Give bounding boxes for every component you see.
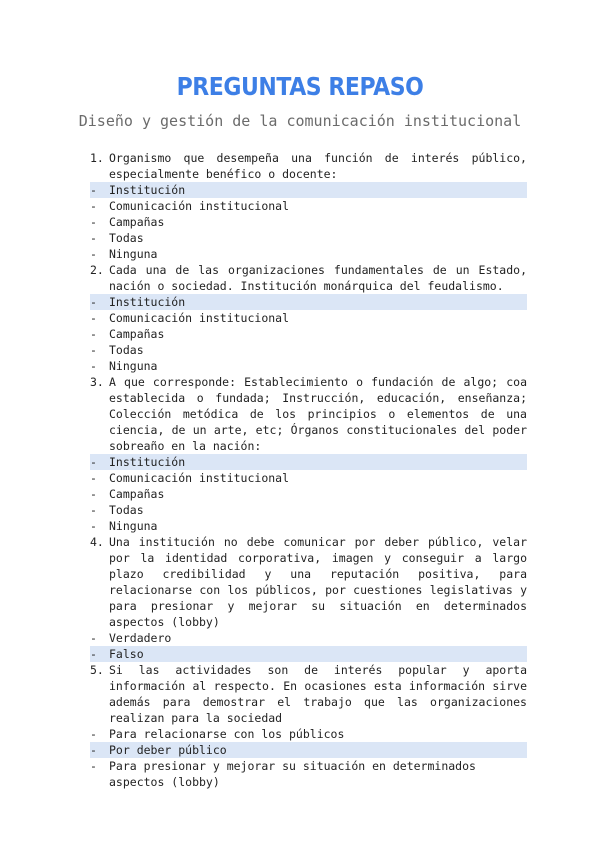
option-label: Para relacionarse con los públicos <box>109 727 345 741</box>
option-label: Todas <box>109 343 144 357</box>
dash-bullet: - <box>90 631 97 645</box>
answer-option <box>90 646 527 662</box>
option-label: Institución <box>109 295 186 309</box>
answer-option <box>90 742 527 758</box>
answer-option <box>90 326 527 342</box>
answer-option <box>90 310 527 326</box>
dash-bullet: - <box>90 343 97 357</box>
option-label: Ninguna <box>109 359 158 373</box>
question-number: 2. <box>90 263 104 277</box>
option-label: Campañas <box>109 327 165 341</box>
option-label: Falso <box>109 647 144 661</box>
question-number: 3. <box>90 375 104 389</box>
dash-bullet: - <box>90 743 97 757</box>
dash-bullet: - <box>90 359 97 373</box>
question-text: A que corresponde: Establecimiento o fundación de algo; coa establecida o fundada; Instrucción, educación, enseñanza; Colección metódica de los principios o elementos de una ciencia, de un arte, etc; Órganos constitucionales del poder sobreaño en la nación: <box>109 375 527 453</box>
option-label: Todas <box>109 231 144 245</box>
option-label: Campañas <box>109 487 165 501</box>
option-label: Verdadero <box>109 631 172 645</box>
dash-bullet: - <box>90 311 97 325</box>
answer-option <box>90 182 527 198</box>
dash-bullet: - <box>90 503 97 517</box>
question-5 <box>90 662 527 726</box>
page-subtitle: Diseño y gestión de la comunicación institucional <box>78 112 522 130</box>
dash-bullet: - <box>90 199 97 213</box>
question-3 <box>90 374 527 454</box>
answer-option <box>90 246 527 262</box>
answer-option <box>90 502 527 518</box>
question-text: Cada una de las organizaciones fundamentales de un Estado, nación o sociedad. Institución monárquica del feudalismo. <box>109 263 527 293</box>
answer-option <box>90 454 527 470</box>
dash-bullet: - <box>90 519 97 533</box>
answer-option <box>90 630 527 646</box>
question-text: Una institución no debe comunicar por deber público, velar por la identidad corporativa, imagen y conseguir a largo plazo credibilidad y una reputación positiva, para relacionarse con los públicos, por cuestiones legislativas y para presionar y mejorar su situación en determinados aspectos (lobby) <box>109 535 527 629</box>
dash-bullet: - <box>90 215 97 229</box>
answer-option <box>90 294 527 310</box>
dash-bullet: - <box>90 487 97 501</box>
answer-option <box>90 230 527 246</box>
option-label: Por deber público <box>109 743 227 757</box>
question-number: 5. <box>90 663 104 677</box>
option-label: Comunicación institucional <box>109 471 290 485</box>
question-2 <box>90 262 527 294</box>
answer-option <box>90 758 527 790</box>
question-1 <box>90 150 527 182</box>
option-label: Comunicación institucional <box>109 311 290 325</box>
option-label: Ninguna <box>109 519 158 533</box>
option-label: Comunicación institucional <box>109 199 290 213</box>
dash-bullet: - <box>90 455 97 469</box>
dash-bullet: - <box>90 247 97 261</box>
answer-option <box>90 486 527 502</box>
dash-bullet: - <box>90 327 97 341</box>
option-label: Ninguna <box>109 247 158 261</box>
answer-option <box>90 726 527 742</box>
question-text: Si las actividades son de interés popular y aporta información al respecto. En ocasiones esta información sirve además para demostrar el trabajo que las organizaciones realizan para la sociedad <box>109 663 527 725</box>
answer-option <box>90 518 527 534</box>
dash-bullet: - <box>90 231 97 245</box>
option-label: Institución <box>109 455 186 469</box>
answer-option <box>90 198 527 214</box>
question-list <box>90 150 527 790</box>
dash-bullet: - <box>90 295 97 309</box>
question-number: 1. <box>90 151 104 165</box>
page-title: PREGUNTAS REPASO <box>176 72 424 101</box>
option-label: Institución <box>109 183 186 197</box>
option-label: Campañas <box>109 215 165 229</box>
dash-bullet: - <box>90 727 97 741</box>
dash-bullet: - <box>90 647 97 661</box>
answer-option <box>90 342 527 358</box>
question-4 <box>90 534 527 630</box>
question-text: Organismo que desempeña una función de interés público, especialmente benéfico o docente: <box>109 151 527 181</box>
answer-option <box>90 214 527 230</box>
option-label: Para presionar y mejorar su situación en determinados aspectos (lobby) <box>109 759 476 789</box>
question-number: 4. <box>90 535 104 549</box>
dash-bullet: - <box>90 471 97 485</box>
answer-option <box>90 358 527 374</box>
answer-option <box>90 470 527 486</box>
dash-bullet: - <box>90 183 97 197</box>
option-label: Todas <box>109 503 144 517</box>
dash-bullet: - <box>90 759 97 773</box>
